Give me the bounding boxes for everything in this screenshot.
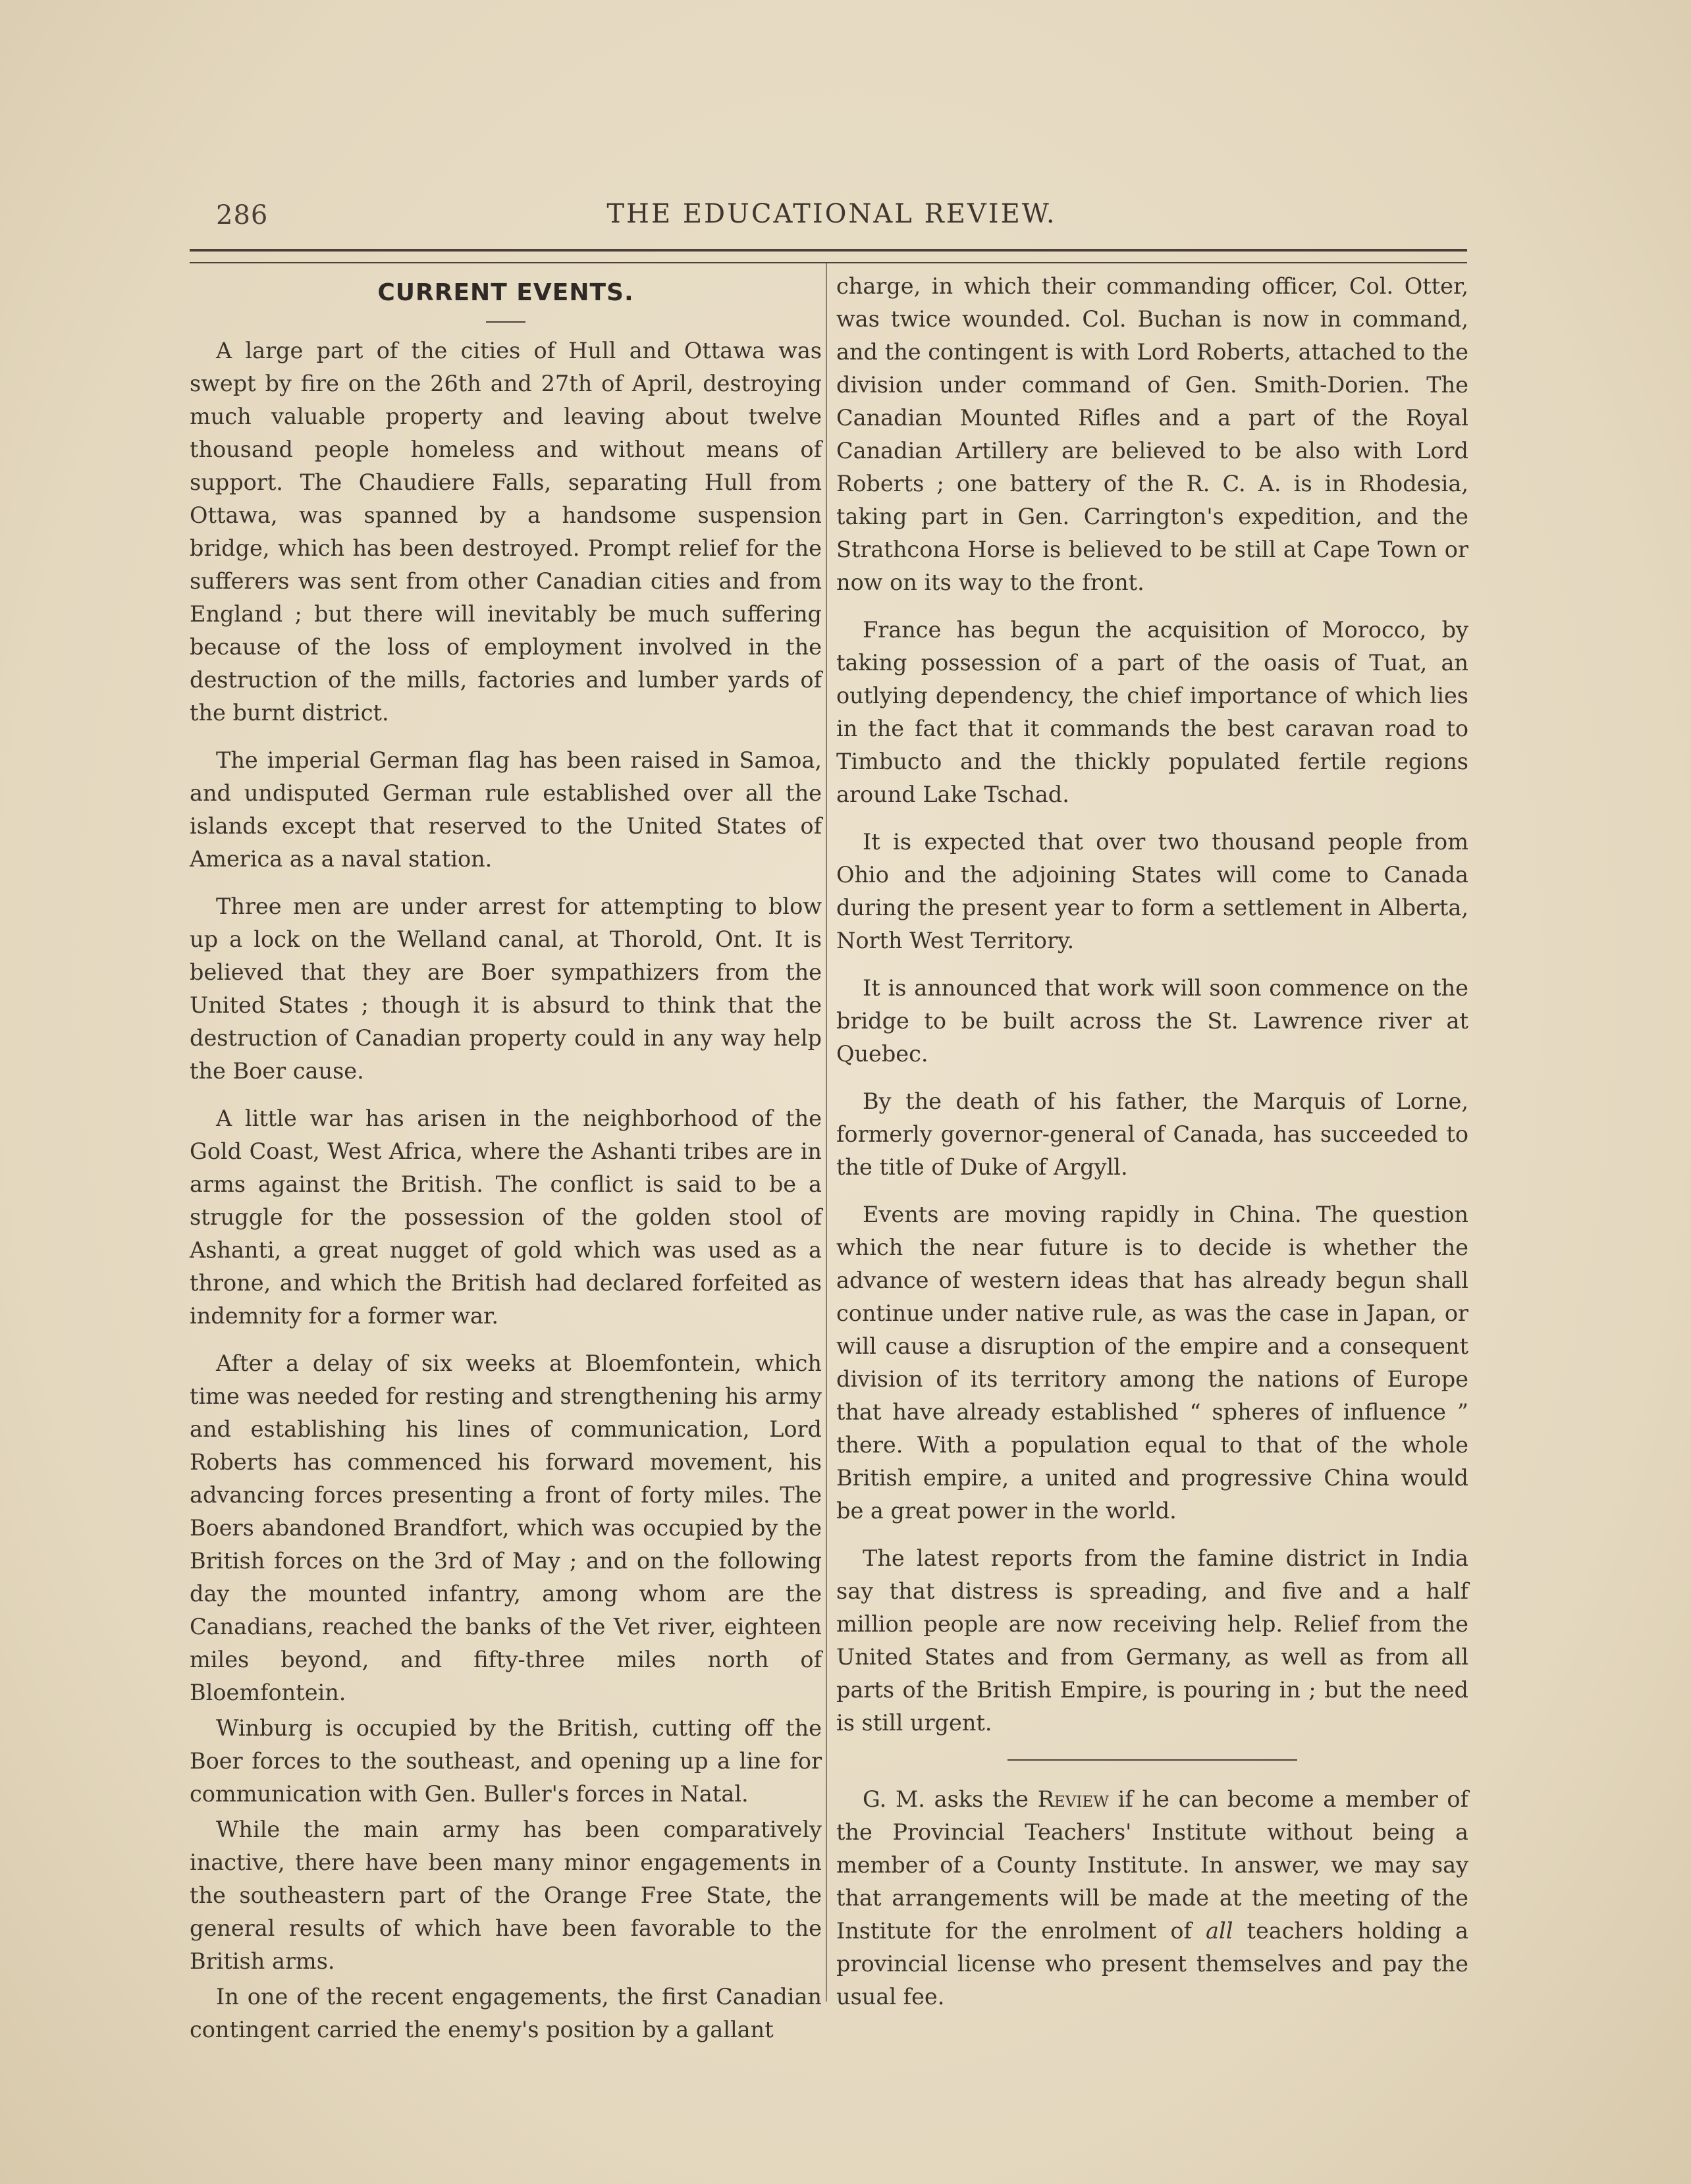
paragraph-morocco: France has begun the acquisition of Morocco, by taking possession of a part of the oasis of Tuat, an outlying dependency, the chief importance of which lies in the fact that it commands the best caravan road to Timbucto and the thickly populated fertile regions around Lake Tschad.: [836, 617, 1468, 807]
section-heading: CURRENT EVENTS.: [377, 279, 634, 306]
paragraph-bloemfontein: After a delay of six weeks at Bloemfontein, which time was needed for resting and strengthening his army and establishing his lines of communication, Lord Roberts has commenced his forward movement, his advancing forces presenting a front of forty miles. The Boers abandoned Brandfort, which was occupied by the British forces on the 3rd of May ; and on the following day the mounted infantry, among whom are the Canadians, reached the banks of the Vet river, eighteen miles beyond, and fifty-three miles north of Bloemfontein.: [190, 1350, 822, 1705]
paragraph-institute-note: [836, 1783, 1468, 2013]
paragraph-argyll: By the death of his father, the Marquis of Lorne, formerly governor-general of Canada, has succeeded to the title of Duke of Argyll.: [836, 1088, 1468, 1180]
note-review-word: Review: [1037, 1786, 1109, 1812]
paragraph-india-famine: The latest reports from the famine district in India say that distress is spreading, and five and a half million people are now receiving help. Relief from the United States and from Germany, as well as from all parts of the British Empire, is pouring in ; but the need is still urgent.: [836, 1545, 1468, 1736]
paragraph-orange-free-state: While the main army has been comparatively inactive, there have been many minor engagements in the southeastern part of the Orange Free State, the general results of which have been favorable to the British arms.: [190, 1817, 822, 1974]
paragraph-welland: Three men are under arrest for attempting to blow up a lock on the Welland canal, at Thorold, Ont. It is believed that they are Boer sympathizers from the United States ; though it is absurd to think that the destruction of Canadian property could in any way help the Boer cause.: [190, 893, 822, 1084]
page-number: 286: [216, 200, 269, 230]
running-head: THE EDUCATIONAL REVIEW.: [606, 199, 1057, 229]
paragraph-ashanti: A little war has arisen in the neighborhood of the Gold Coast, West Africa, where the Ashanti tribes are in arms against the British. The conflict is said to be a struggle for the possession of the golden stool of Ashanti, a great nugget of gold which was used as a throne, and which the British had declared forfeited as indemnity for a former war.: [190, 1105, 822, 1329]
paragraph-canadian-contingent: In one of the recent engagements, the first Canadian contingent carried the enemy's position by a gallant: [190, 1984, 822, 2042]
paragraph-winburg: Winburg is occupied by the British, cutting off the Boer forces to the southeast, and opening up a line for communication with Gen. Buller's forces in Natal.: [190, 1715, 822, 1807]
page-header: [190, 192, 1474, 238]
header-double-rule: [190, 249, 1467, 263]
note-text-before: G. M. asks the: [863, 1786, 1038, 1812]
column-divider: [826, 263, 827, 2002]
paragraph-china: Events are moving rapidly in China. The question which the near future is to decide is whether the advance of western ideas that has already begun shall continue under native rule, as was the case in Japan, or will cause a disruption of the empire and a consequent division of its territory among the nations of Europe that have already established “ spheres of influence ” there. With a population equal to that of the whole British empire, a united and progressive China would be a great power in the world.: [836, 1202, 1468, 1524]
paragraph-continuation: charge, in which their commanding officer, Col. Otter, was twice wounded. Col. Buchan is now in command, and the contingent is with Lord Roberts, attached to the division under command of Gen. Smith-Dorien. The Canadian Mounted Rifles and a part of the Royal Canadian Artillery are believed to be also with Lord Roberts ; one battery of the R. C. A. is in Rhodesia, taking part in Gen. Carrington's expedition, and the Strathcona Horse is believed to be still at Cape Town or now on its way to the front.: [836, 273, 1468, 595]
heading-rule: [486, 321, 525, 323]
note-text-after: teachers holding a provincial license who present themselves and pay the usual fee.: [836, 1918, 1468, 2010]
paragraph-samoa: The imperial German flag has been raised in Samoa, and undisputed German rule established over all the islands except that reserved to the United States of America as a naval station.: [190, 747, 822, 872]
right-column: [836, 270, 1468, 2028]
paragraph-alberta: It is expected that over two thousand people from Ohio and the adjoining States will come to Canada during the present year to form a settlement in Alberta, North West Territory.: [836, 829, 1468, 953]
paragraph-quebec-bridge: It is announced that work will soon commence on the bridge to be built across the St. Lawrence river at Quebec.: [836, 975, 1468, 1067]
note-emphasis-all: all: [1206, 1918, 1233, 1944]
paragraph-fire: A large part of the cities of Hull and Ottawa was swept by fire on the 26th and 27th of April, destroying much valuable property and leaving about twelve thousand people homeless and without means of support. The Chaudiere Falls, separating Hull from Ottawa, was spanned by a handsome suspension bridge, which has been destroyed. Prompt relief for the sufferers was sent from other Canadian cities and from England ; but there will inevitably be much suffering because of the loss of employment involved in the destruction of the mills, factories and lumber yards of the burnt district.: [190, 338, 822, 726]
note-text-middle: if he can become a member of the Provincial Teachers' Institute without being a member of a County Institute. In answer, we may say that arrangements will be made at the meeting of the Institute for the enrolment of: [836, 1786, 1468, 1944]
left-column: [190, 270, 822, 2049]
section-rule: [1007, 1759, 1297, 1761]
